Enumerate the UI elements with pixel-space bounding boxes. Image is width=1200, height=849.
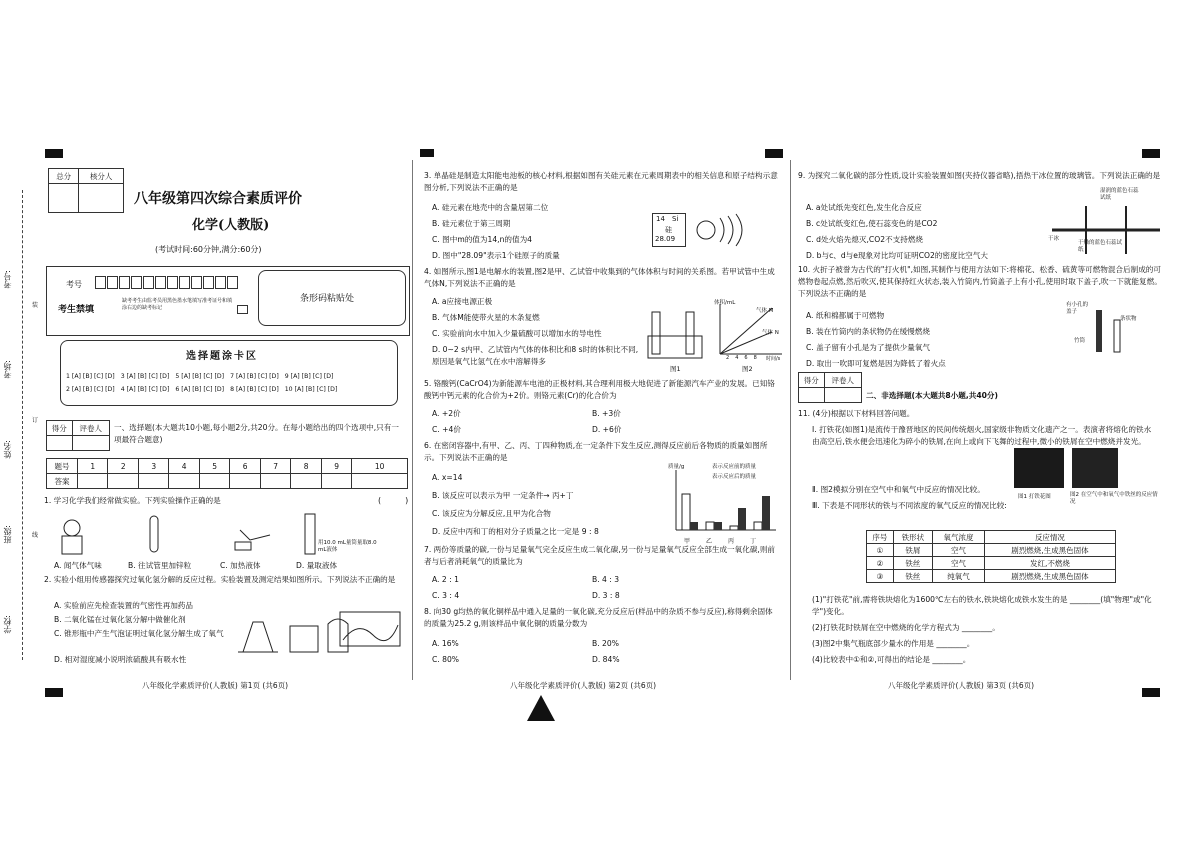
q6-legend-after: 表示反应后的质量 (712, 474, 757, 480)
binding-mark-2: 订 (32, 417, 39, 424)
page1-footer: 八年级化学素质评价(人教版) 第1页 (共6页) (142, 681, 289, 690)
q4-chart-ticks: 2 4 6 8 (726, 355, 757, 361)
q9-option-c: C. d处火焰先熄灭,CO2不支持燃烧 (806, 235, 924, 244)
section1-heading: 一、选择题(本大题共10小题,每小题2分,共20分。在每小题给出的四个选项中,只有一项最符合题意) (114, 423, 399, 444)
table-row: ③ 铁丝 纯氧气 剧烈燃烧,生成黑色固体 (867, 570, 1116, 583)
q9-option-b: B. c处试纸变红色,使石蕊变色的是CO2 (806, 219, 938, 228)
bubble-3[interactable]: 3 [A] [B] [C] [D] (120, 373, 170, 380)
q10-option-d: D. 取出一吹即可复燃是因为降低了着火点 (806, 359, 946, 368)
forbidden-note: 缺考考生由监考员用黑色墨水笔填写准考证号和填涂右边的缺考标记 (122, 298, 233, 311)
q3-option-b: B. 硅元素位于第三周期 (432, 219, 511, 228)
subject-title: 化学(人教版) (192, 218, 270, 233)
q3-option-a: A. 硅元素在地壳中的含量居第二位 (432, 203, 549, 212)
q5-option-d: D. +6价 (592, 425, 622, 434)
q11-material-3: Ⅲ. 下表是不同形状的铁与不同浓度的氧气反应的情况比较: (812, 501, 1007, 510)
q5-option-a: A. +2价 (432, 409, 461, 418)
q9-label-wet: 湿润的蓝色石蕊试纸 (1100, 188, 1139, 201)
q1-option-d: D. 量取液体 (296, 561, 338, 570)
q6-chart-categories: 甲 乙 丙 丁 (684, 538, 757, 545)
q7-option-b: B. 4 : 3 (592, 575, 620, 584)
q4-fig2-label: 图2 (742, 365, 753, 373)
question-8: 8. 向30 g均热的氧化铜样品中通入足量的一氧化碳,充分反应后(样品中的杂质不参与反应),称得剩余固体的质量为25.2 g,则该样品中氧化铜的质量分数为 (424, 607, 773, 628)
question-9: 9. 为探究二氧化碳的部分性质,设计实验装置如图(夹持仪器省略),捂热干冰位置的玻璃管。下列说法正确的是 (798, 171, 1161, 180)
q10-label-strip: 条状物 (1120, 316, 1137, 322)
bubble-7[interactable]: 7 [A] [B] [C] [D] (230, 373, 279, 380)
q11-fig2-photo (1072, 448, 1118, 488)
q2-apparatus-figure (228, 604, 406, 660)
question-4: 4. 如图所示,图1是电解水的装置,图2是甲、乙试管中收集到的气体体积与时间的关系图。若甲试管中生成气体N,下列说法不正确的是 (424, 267, 775, 288)
registration-mark-top-right (1142, 149, 1160, 158)
q9-label-dry: 干燥的蓝色石蕊试纸 (1078, 240, 1123, 253)
page-title: 八年级第四次综合素质评价 (134, 191, 302, 207)
exam-number-cells[interactable] (95, 276, 239, 289)
question-5: 5. 铬酸钙(CaCrO4)为新能源车电池的正极材料,其合理利用极大地促进了新能源汽车产业的发展。已知铬酸钙中钙元素的化合价为+2价。则铬元素(Cr)的化合价为 (424, 379, 775, 400)
q1-answer-paren[interactable]: ( ) (378, 496, 409, 505)
page3-footer: 八年级化学素质评价(人教版) 第3页 (共6页) (888, 681, 1035, 690)
bubble-10[interactable]: 10 [A] [B] [C] [D] (284, 386, 338, 393)
grader-table-2: 得分 评卷人 (798, 372, 862, 403)
question-6: 6. 在密闭容器中,有甲、乙、丙、丁四种物质,在一定条件下发生反应,测得反应前后各物质的质量如图所示。下列说法不正确的是 (424, 441, 768, 462)
q4-electrolysis-figure (646, 306, 708, 362)
registration-mark-top-mid1 (420, 149, 434, 157)
section2-heading: 二、非选择题(本大题共8小题,共40分) (866, 391, 998, 400)
q11-reaction-table: 序号 铁形状 氧气浓度 反应情况 ① 铁屑 空气 剧烈燃烧,生成黑色固体 ② 铁丝 空气 发红,不燃烧 ③ 铁丝 纯氧气 剧烈燃烧,生成黑色固体 (866, 530, 1116, 583)
registration-mark-top-mid2 (765, 149, 783, 158)
answer-bubbles-row2[interactable] (66, 386, 337, 393)
q6-chart-ylabel: 质量/g (668, 464, 685, 470)
page-fold-mark (527, 695, 555, 721)
bubble-8[interactable]: 8 [A] [B] [C] [D] (230, 386, 279, 393)
q10-option-c: C. 盖子留有小孔是为了提供少量氧气 (806, 343, 931, 352)
q4-chart-series-m: 气体 M (756, 308, 774, 314)
q4-option-c: C. 实验前向水中加入少量硫酸可以增加水的导电性 (432, 329, 602, 338)
question-1: 1. 学习化学我们经常做实验。下列实验操作正确的是 (44, 496, 221, 505)
q4-option-a: A. a应接电源正极 (432, 297, 493, 306)
answer-card-title: 选择题涂卡区 (186, 351, 258, 362)
q3-option-d: D. 图中"28.09"表示1个硅原子的质量 (432, 251, 560, 260)
q5-option-b: B. +3价 (592, 409, 621, 418)
q11-subquestion-4: (4)比较表中①和②,可得出的结论是 ________。 (812, 655, 971, 664)
q11-fig1-label: 图1 打铁花图 (1018, 494, 1051, 500)
q2-option-b: B. 二氧化锰在过氧化氢分解中做催化剂 (54, 615, 186, 624)
question-11: 11. (4分)根据以下材料回答问题。 (798, 409, 915, 418)
room-label: 考场: (3, 360, 12, 379)
q1-option-c: C. 加热液体 (220, 561, 261, 570)
q11-material-2: Ⅱ. 图2模拟分别在空气中和氧气中反应的情况比较。 (812, 485, 985, 494)
class-label: 班级: (3, 525, 12, 544)
q8-option-c: C. 80% (432, 655, 460, 664)
binding-dashed-line (22, 190, 23, 660)
q9-option-d: D. b与c、d与e现象对比均可证明CO2的密度比空气大 (806, 251, 988, 260)
q3-option-c: C. 图中m的值为14,n的值为4 (432, 235, 532, 244)
q10-label-tube: 竹筒 (1074, 338, 1086, 344)
si-symbol: Si (672, 215, 679, 223)
si-mass: 28.09 (655, 235, 676, 243)
exam-info: (考试时间:60分钟,满分:60分) (155, 245, 262, 254)
registration-mark-bottom-right (1142, 688, 1160, 697)
name-label: 姓名: (3, 440, 12, 459)
q11-subquestion-1: (1)"打铁花"前,需将铁块熔化为1600℃左右的铁水,铁块熔化成铁水发生的是 ________(填"物理"或"化学")变化。 (812, 595, 1152, 616)
registration-mark-top-left (45, 149, 63, 158)
question-2: 2. 实验小组用传感器探究过氧化氢分解的反应过程。实验装置及测定结果如图所示。下列说法不正确的是 (44, 575, 396, 584)
answer-bubbles-row1[interactable] (66, 373, 333, 380)
q11-material-1: Ⅰ. 打铁花(如图1)是流传于豫晋地区的民间传统烟火,国家级非物质文化遗产之一。表演者将熔化的铁水由高空后,铁水便会迅速化为碎小的铁屑,在向上或向下飞舞的过程中,微小的铁屑在空中燃烧并发光。 (812, 425, 1152, 446)
registration-mark-bottom-left (45, 688, 63, 697)
page2-footer: 八年级化学素质评价(人教版) 第2页 (共6页) (510, 681, 657, 690)
q4-chart-xlabel: 时间/s (766, 356, 781, 362)
q1-option-b: B. 往试管里加锌粒 (128, 561, 192, 570)
q6-option-b: B. 该反应可以表示为甲 一定条件→ 丙+丁 (432, 491, 574, 500)
q8-option-b: B. 20% (592, 639, 619, 648)
q7-option-d: D. 3 : 8 (592, 591, 620, 600)
q4-chart-ylabel: 体积/mL (714, 300, 736, 306)
q10-option-b: B. 装在竹筒内的条状物仍在缓慢燃烧 (806, 327, 930, 336)
bubble-6[interactable]: 6 [A] [B] [C] [D] (175, 386, 225, 393)
table-row: ② 铁丝 空气 发红,不燃烧 (867, 557, 1116, 570)
q10-option-a: A. 纸和棉都属于可燃物 (806, 311, 885, 320)
exam-number-label: 考号 (66, 280, 82, 289)
bubble-9[interactable]: 9 [A] [B] [C] [D] (284, 373, 334, 380)
bubble-2[interactable]: 2 [A] [B] [C] [D] (66, 386, 115, 393)
q7-option-c: C. 3 : 4 (432, 591, 460, 600)
q8-option-d: D. 84% (592, 655, 620, 664)
score-table: 总分 核分人 (48, 168, 124, 213)
bubble-1[interactable]: 1 [A] [B] [C] [D] (66, 373, 115, 380)
question-10: 10. 火折子被誉为古代的"打火机",如图,其制作与使用方法如下:将棉花、松香、硫黄等可燃物混合后制成的可燃物卷起点燃,然后吹灭,使其保持红火状态,装入竹筒内,竹筒盖子上有小孔,使用时取下盖子,吹一下就能复燃。下列说法不正确的是 (798, 265, 1162, 298)
q2-option-c: C. 锥形瓶中产生气泡证明过氧化氢分解生成了氧气 (54, 629, 224, 638)
q11-fig1-photo (1014, 448, 1064, 488)
answer-row-table: 题号 1 2 3 4 5 6 7 8 9 10 答案 (46, 458, 408, 489)
q9-label-ice: 干冰 (1048, 236, 1060, 242)
binding-mark-1: 装 (32, 302, 39, 309)
q9-option-a: A. a处试纸先变红色,发生化合反应 (806, 203, 922, 212)
q4-chart-series-n: 气体 N (762, 330, 779, 336)
q5-option-c: C. +4价 (432, 425, 461, 434)
q2-option-d: D. 相对湿度减小说明浓硫酸具有吸水性 (54, 655, 187, 664)
q6-option-d: D. 反应中丙和丁的相对分子质量之比一定是 9 : 8 (432, 527, 599, 536)
page-divider-1 (412, 160, 413, 680)
si-name: 硅 (665, 226, 672, 234)
q10-label-lid: 有小孔的盖子 (1066, 302, 1089, 315)
q4-option-d: D. 0~2 s内甲、乙试管内气体的体积比和8 s时的体积比不同,原因是氧气比氢气在水中溶解得多 (432, 345, 639, 366)
si-atom-structure (694, 212, 754, 248)
absent-checkbox[interactable] (237, 305, 248, 314)
q6-option-a: A. x=14 (432, 473, 463, 482)
q6-legend-before: 表示反应前的质量 (712, 464, 757, 470)
page-divider-2 (790, 160, 791, 680)
q1-option-a: A. 闻气体气味 (54, 561, 102, 570)
forbidden-label: 考生禁填 (58, 305, 95, 315)
q8-option-a: A. 16% (432, 639, 459, 648)
si-number: 14 (656, 215, 665, 223)
grader-table-1: 得分 评卷人 (46, 420, 110, 451)
question-7: 7. 两份等质量的碳,一份与足量氧气完全反应生成二氧化碳,另一份与足量氧气反应全部生成一氧化碳,则前者与后者消耗氧气的质量比为 (424, 545, 776, 566)
q1-measure-note: 用10.0 mL量筒量取8.0 mL液体 (318, 540, 377, 553)
q4-fig1-label: 图1 (670, 365, 681, 373)
table-row: ① 铁屑 空气 剧烈燃烧,生成黑色固体 (867, 544, 1116, 557)
barcode-label: 条形码粘贴处 (300, 294, 355, 304)
q2-option-a: A. 实验前应先检查装置的气密性再加药品 (54, 601, 193, 610)
q11-subquestion-3: (3)图2中集气瓶底部少量水的作用是 ________。 (812, 639, 975, 648)
question-3: 3. 单晶硅是制造太阳能电池板的核心材料,根据如图有关硅元素在元素周期表中的相关信息和原子结构示意图分析,下列说法不正确的是 (424, 171, 778, 192)
q6-option-c: C. 该反应为分解反应,且甲为化合物 (432, 509, 551, 518)
bubble-4[interactable]: 4 [A] [B] [C] [D] (120, 386, 170, 393)
bubble-5[interactable]: 5 [A] [B] [C] [D] (175, 373, 225, 380)
q11-fig2-label: 图2 在空气中和氧气中铁丝的反应情况 (1070, 492, 1158, 505)
exam-id-label: 考号: (3, 270, 12, 289)
school-label: 学校: (3, 615, 12, 634)
q4-option-b: B. 气体M能使带火星的木条复燃 (432, 313, 540, 322)
binding-mark-3: 线 (32, 532, 39, 539)
q7-option-a: A. 2 : 1 (432, 575, 459, 584)
q11-subquestion-2: (2)打铁花时铁屑在空中燃烧的化学方程式为 ________。 (812, 623, 1000, 632)
